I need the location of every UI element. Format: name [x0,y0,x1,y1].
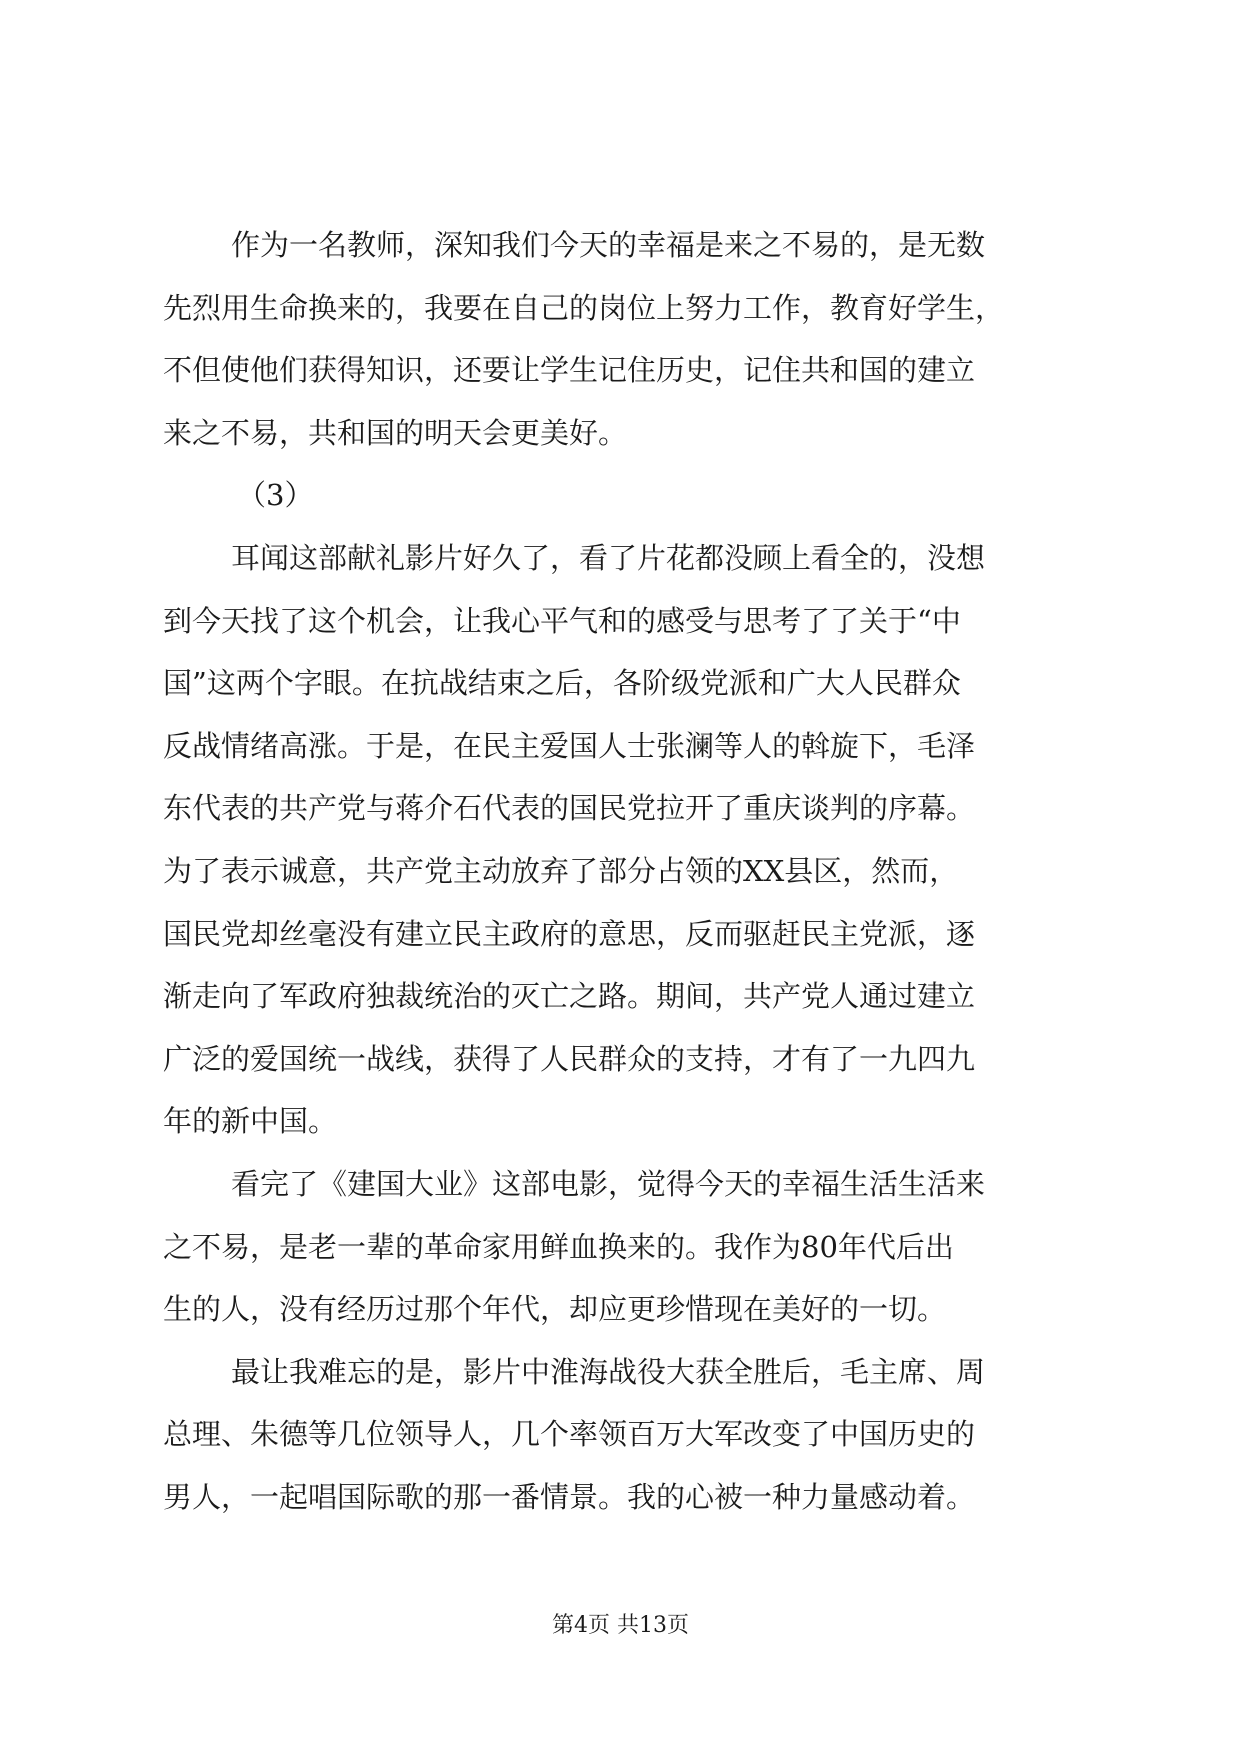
text-line: 来之不易，共和国的明天会更美好。 [163,415,628,450]
text-line: 年的新中国。 [163,1104,338,1139]
text-line: 最让我难忘的是，影片中淮海战役大获全胜后，毛主席、周 [231,1354,986,1389]
page-number: 第4页 共13页 [552,1613,689,1638]
section-marker: （3） [237,478,314,513]
text-line: 耳闻这部献礼影片好久了，看了片花都没顾上看全的，没想 [231,540,986,575]
body-text [163,228,1083,1542]
text-line: 广泛的爱国统一战线，获得了人民群众的支持，才有了一九四九 [163,1041,976,1076]
text-line: 先烈用生命换来的，我要在自己的岗位上努力工作，教育好学生， [163,290,1005,325]
text-line: 作为一名教师，深知我们今天的幸福是来之不易的，是无数 [231,228,986,262]
text-line: 之不易，是老一辈的革命家用鲜血换来的。我作为80年代后出 [163,1229,954,1264]
text-line: 反战情绪高涨。于是，在民主爱国人士张澜等人的斡旋下，毛泽 [163,728,976,763]
text-line: 国”这两个字眼。在抗战结束之后，各阶级党派和广大人民群众 [163,666,961,701]
text-line: 渐走向了军政府独裁统治的灭亡之路。期间，共产党人通过建立 [163,979,976,1014]
text-line: 不但使他们获得知识，还要让学生记住历史，记住共和国的建立 [163,353,976,388]
text-line: 国民党却丝毫没有建立民主政府的意思，反而驱赶民主党派，逐 [163,916,976,951]
text-line: 生的人，没有经历过那个年代，却应更珍惜现在美好的一切。 [163,1292,947,1327]
text-line: 男人，一起唱国际歌的那一番情景。我的心被一种力量感动着。 [163,1479,976,1514]
text-line: 到今天找了这个机会，让我心平气和的感受与思考了了关于“中 [163,603,961,638]
text-line: 为了表示诚意，共产党主动放弃了部分占领的XX县区，然而， [163,853,959,888]
text-line: 看完了《建国大业》这部电影，觉得今天的幸福生活生活来 [231,1166,986,1201]
text-line: 东代表的共产党与蒋介石代表的国民党拉开了重庆谈判的序幕。 [163,791,976,826]
page-footer [0,1608,1241,1639]
text-line: 总理、朱德等几位领导人，几个率领百万大军改变了中国历史的 [163,1417,976,1452]
